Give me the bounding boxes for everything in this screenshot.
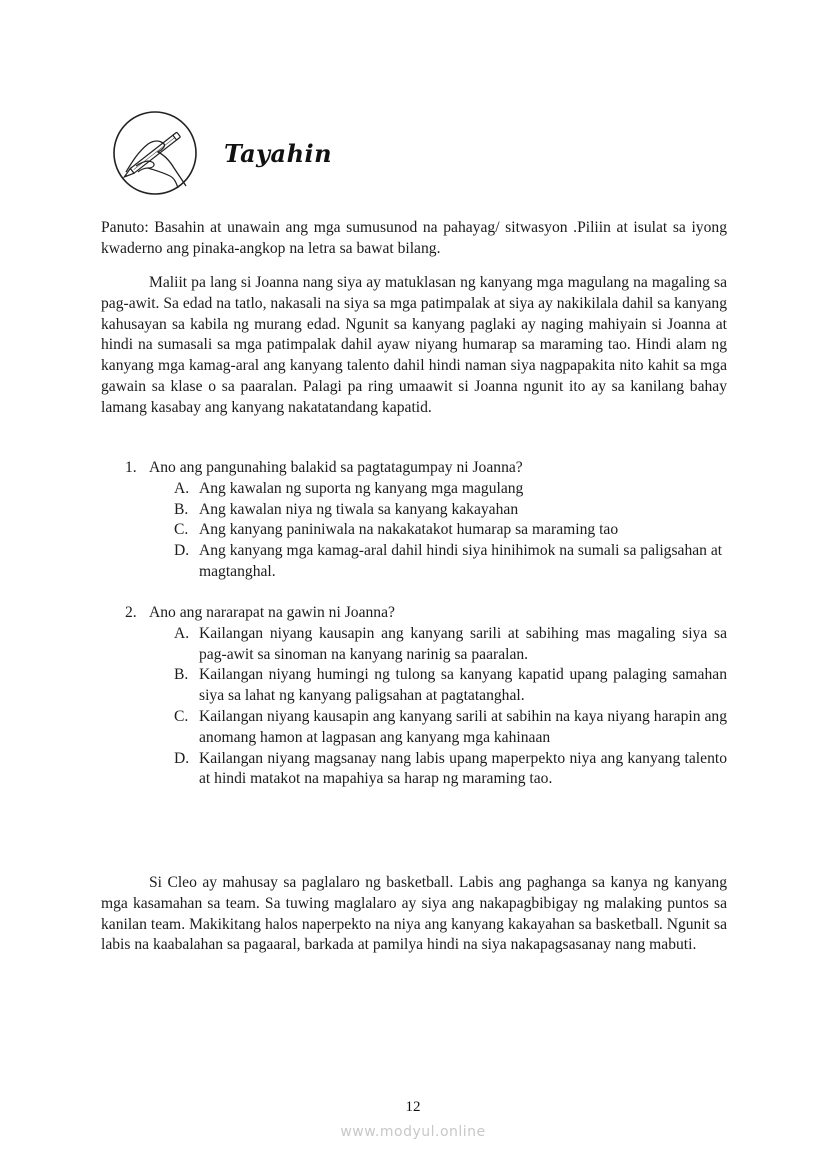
choice-c (174, 520, 727, 541)
choice-text: Kailangan niyang magsanay nang labis upang maperpekto niya ang kanyang talento at hindi matakot na mapahiya sa harap ng maraming tao. (199, 749, 727, 788)
hand-writing-pencil-icon (112, 110, 198, 196)
choice-list (174, 479, 727, 583)
instructions-text: Panuto: Basahin at unawain ang mga sumusunod na pahayag/ sitwasyon .Piliin at isulat sa iyong kwaderno ang pinaka-angkop na letra sa bawat bilang. (101, 219, 727, 257)
section-title: Tayahin (224, 138, 333, 168)
choice-text: Ang kawalan niya ng tiwala sa kanyang kakayahan (199, 500, 519, 518)
choice-letter: C. (174, 521, 189, 539)
choice-c (174, 707, 727, 749)
choice-b (174, 500, 727, 521)
choice-d (174, 749, 727, 791)
choice-text: Ang kanyang mga kamag-aral dahil hindi siya hinihimok na sumali sa paligsahan at magtanghal. (199, 542, 723, 580)
watermark: www.modyul.online (340, 1124, 486, 1140)
choice-list (174, 624, 727, 790)
choice-b (174, 665, 727, 707)
choice-text: Ang kawalan ng suporta ng kanyang mga magulang (199, 479, 524, 497)
question-2 (125, 603, 727, 790)
choice-letter: B. (174, 500, 189, 518)
page-number: 12 (405, 1099, 421, 1115)
choice-letter: D. (174, 542, 190, 560)
passage-joanna: Maliit pa lang si Joanna nang siya ay matuklasan ng kanyang mga magulang na magaling sa pag-awit. Sa edad na tatlo, nakasali na siya sa mga patimpalak at siya ay nakikilala dahil sa kanyang kahusayan sa kabila ng murang edad. Ngunit sa kanyang paglaki ay naging mahiyain si Joanna at hindi na sumasali sa mga patimpalak dahil ayaw niyang humarap sa maraming tao. Hindi alam ng kanyang mga kamag-aral ang kanyang talento dahil hindi naman siya nagpapakita nito kahit sa mga gawain sa klase o sa paaralan. Palagi pa ring umaawit si Joanna ngunit ito ay sa kanilang bahay lamang kasabay ang kanyang nakatatandang kapatid. (101, 274, 727, 416)
choice-letter: D. (174, 749, 190, 767)
question-number: 2. (125, 604, 137, 621)
question-1 (125, 458, 727, 583)
choice-text: Kailangan niyang humingi ng tulong sa kanyang kapatid upang palaging samahan siya sa lahat ng kanyang paligsahan at pagtatanghal. (199, 666, 727, 705)
choice-text: Kailangan niyang kausapin ang kanyang sarili at sabihing mas magaling siya sa pag-awit sa sinoman na kanyang narinig sa paaralan. (199, 624, 727, 663)
passage-cleo: Si Cleo ay mahusay sa paglalaro ng basketball. Labis ang paghanga sa kanya ng kanyang mga kasamahan sa team. Sa tuwing maglalaro ay siya ang nakapagbibigay ng malaking puntos sa kanilan team. Makikitang halos naperpekto na niya ang kanyang kakayahan sa basketball. Ngunit sa labis na kaabalahan sa pagaaral, barkada at pamilya hindi na siya nakapagsasanay nang mabuti. (101, 874, 727, 954)
choice-d (174, 541, 727, 583)
question-stem: Ano ang pangunahing balakid sa pagtatagumpay ni Joanna? (149, 459, 523, 476)
section-header (112, 108, 332, 198)
choice-a (174, 624, 727, 666)
question-stem: Ano ang nararapat na gawin ni Joanna? (149, 604, 395, 621)
choice-letter: C. (174, 707, 189, 725)
question-number: 1. (125, 459, 137, 476)
choice-letter: A. (174, 479, 190, 497)
choice-a (174, 479, 727, 500)
choice-letter: A. (174, 624, 190, 642)
choice-letter: B. (174, 666, 189, 684)
choice-text: Kailangan niyang kausapin ang kanyang sarili at sabihin na kaya niyang harapin ang anomang hamon at lagpasan ang kanyang mga kahinaan (199, 707, 727, 746)
choice-text: Ang kanyang paniniwala na nakakatakot humarap sa maraming tao (199, 521, 619, 539)
